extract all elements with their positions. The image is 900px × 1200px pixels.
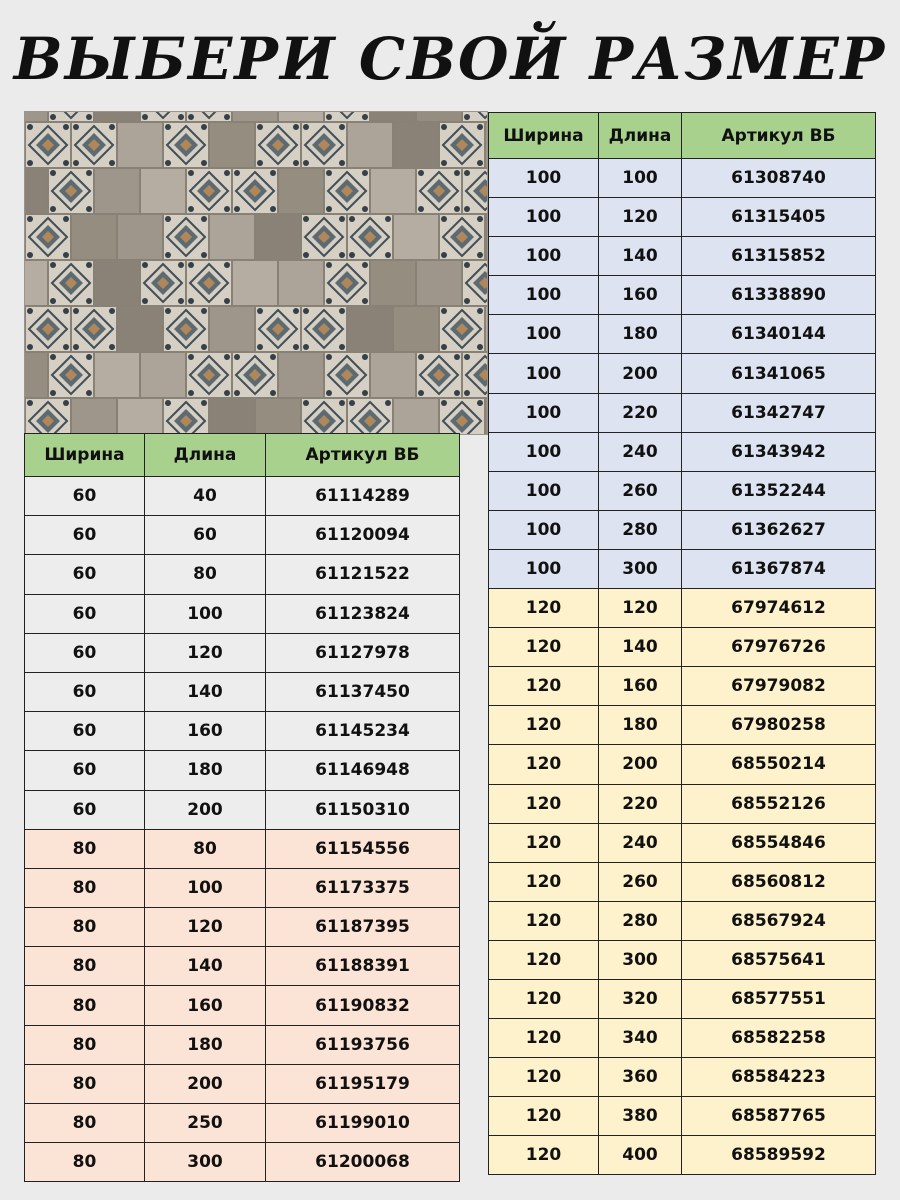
cell-width: 120 [489, 706, 599, 745]
table-row [489, 354, 876, 393]
cell-length: 120 [599, 198, 682, 237]
cell-width: 60 [25, 633, 145, 672]
cell-width: 120 [489, 979, 599, 1018]
cell-width: 80 [25, 868, 145, 907]
cell-article: 61173375 [266, 868, 460, 907]
cell-width: 80 [25, 908, 145, 947]
cell-article: 61315852 [682, 237, 876, 276]
cell-length: 250 [145, 1104, 266, 1143]
cell-length: 140 [599, 628, 682, 667]
cell-length: 120 [599, 589, 682, 628]
cell-width: 100 [489, 198, 599, 237]
cell-article: 61127978 [266, 633, 460, 672]
cell-article: 67980258 [682, 706, 876, 745]
table-row [25, 633, 460, 672]
cell-length: 320 [599, 979, 682, 1018]
cell-article: 61190832 [266, 986, 460, 1025]
table-row [489, 471, 876, 510]
cell-article: 61137450 [266, 672, 460, 711]
cell-width: 60 [25, 594, 145, 633]
cell-width: 120 [489, 667, 599, 706]
cell-length: 200 [599, 354, 682, 393]
table-row [25, 1025, 460, 1064]
cell-length: 240 [599, 823, 682, 862]
cell-length: 200 [599, 745, 682, 784]
cell-width: 100 [489, 354, 599, 393]
cell-length: 380 [599, 1097, 682, 1136]
cell-length: 120 [145, 908, 266, 947]
table-row [25, 751, 460, 790]
table-row [25, 477, 460, 516]
size-table-right [488, 112, 876, 1175]
cell-width: 60 [25, 555, 145, 594]
cell-length: 200 [145, 790, 266, 829]
table-header-row [489, 113, 876, 159]
table-row [25, 1143, 460, 1182]
table-row [489, 745, 876, 784]
cell-width: 100 [489, 471, 599, 510]
cell-width: 80 [25, 1143, 145, 1182]
cell-width: 60 [25, 477, 145, 516]
table-row [25, 1104, 460, 1143]
table-row [489, 706, 876, 745]
cell-width: 120 [489, 862, 599, 901]
cell-article: 67979082 [682, 667, 876, 706]
table-row [489, 667, 876, 706]
cell-length: 40 [145, 477, 266, 516]
patterned-rug-icon [24, 111, 488, 435]
cell-width: 60 [25, 790, 145, 829]
cell-length: 100 [599, 159, 682, 198]
cell-article: 61200068 [266, 1143, 460, 1182]
cell-article: 61195179 [266, 1064, 460, 1103]
cell-width: 120 [489, 1136, 599, 1175]
cell-length: 160 [145, 986, 266, 1025]
cell-article: 68584223 [682, 1058, 876, 1097]
table-row [489, 1019, 876, 1058]
cell-width: 100 [489, 315, 599, 354]
cell-width: 60 [25, 712, 145, 751]
cell-article: 61114289 [266, 477, 460, 516]
table-row [25, 672, 460, 711]
cell-article: 61150310 [266, 790, 460, 829]
cell-article: 67974612 [682, 589, 876, 628]
cell-article: 61315405 [682, 198, 876, 237]
cell-article: 61193756 [266, 1025, 460, 1064]
cell-length: 220 [599, 393, 682, 432]
header-width: Ширина [489, 113, 599, 159]
cell-width: 60 [25, 672, 145, 711]
cell-width: 120 [489, 628, 599, 667]
cell-length: 240 [599, 432, 682, 471]
table-body [25, 477, 460, 1182]
cell-width: 60 [25, 751, 145, 790]
cell-length: 180 [145, 751, 266, 790]
cell-length: 300 [145, 1143, 266, 1182]
cell-width: 120 [489, 823, 599, 862]
cell-width: 120 [489, 1058, 599, 1097]
cell-width: 80 [25, 947, 145, 986]
cell-article: 68587765 [682, 1097, 876, 1136]
cell-article: 61123824 [266, 594, 460, 633]
table-row [25, 829, 460, 868]
table-body [489, 159, 876, 1175]
cell-width: 100 [489, 393, 599, 432]
header-article: Артикул ВБ [682, 113, 876, 159]
table-row [489, 589, 876, 628]
cell-article: 61343942 [682, 432, 876, 471]
table-row [25, 868, 460, 907]
cell-width: 100 [489, 159, 599, 198]
table-row [25, 516, 460, 555]
cell-length: 300 [599, 940, 682, 979]
cell-width: 120 [489, 940, 599, 979]
table-row [489, 510, 876, 549]
page-title: ВЫБЕРИ СВОЙ РАЗМЕР [13, 25, 887, 93]
cell-length: 260 [599, 471, 682, 510]
cell-article: 61145234 [266, 712, 460, 751]
table-row [489, 549, 876, 588]
cell-length: 200 [145, 1064, 266, 1103]
cell-article: 61121522 [266, 555, 460, 594]
cell-article: 61120094 [266, 516, 460, 555]
cell-article: 61188391 [266, 947, 460, 986]
table-row [489, 315, 876, 354]
cell-length: 140 [599, 237, 682, 276]
cell-length: 160 [145, 712, 266, 751]
cell-article: 68560812 [682, 862, 876, 901]
cell-width: 100 [489, 549, 599, 588]
cell-length: 100 [145, 594, 266, 633]
table-row [489, 198, 876, 237]
table-row [25, 947, 460, 986]
cell-article: 61342747 [682, 393, 876, 432]
cell-length: 340 [599, 1019, 682, 1058]
header-width: Ширина [25, 434, 145, 477]
cell-length: 400 [599, 1136, 682, 1175]
table-row [25, 1064, 460, 1103]
cell-article: 68582258 [682, 1019, 876, 1058]
cell-article: 67976726 [682, 628, 876, 667]
cell-width: 100 [489, 510, 599, 549]
cell-width: 60 [25, 516, 145, 555]
cell-width: 100 [489, 432, 599, 471]
cell-article: 68577551 [682, 979, 876, 1018]
header-length: Длина [145, 434, 266, 477]
cell-article: 68567924 [682, 901, 876, 940]
cell-width: 80 [25, 986, 145, 1025]
cell-article: 61362627 [682, 510, 876, 549]
cell-article: 68554846 [682, 823, 876, 862]
cell-width: 120 [489, 1097, 599, 1136]
table-row [489, 628, 876, 667]
table-row [489, 940, 876, 979]
cell-length: 180 [599, 315, 682, 354]
cell-article: 61338890 [682, 276, 876, 315]
cell-article: 61340144 [682, 315, 876, 354]
cell-width: 120 [489, 589, 599, 628]
cell-article: 61352244 [682, 471, 876, 510]
cell-length: 140 [145, 947, 266, 986]
cell-width: 120 [489, 784, 599, 823]
table-row [489, 901, 876, 940]
table-row [489, 1136, 876, 1175]
cell-length: 60 [145, 516, 266, 555]
table-row [25, 986, 460, 1025]
cell-width: 100 [489, 237, 599, 276]
cell-article: 68575641 [682, 940, 876, 979]
table-header-row [25, 434, 460, 477]
cell-article: 61367874 [682, 549, 876, 588]
cell-length: 220 [599, 784, 682, 823]
table-row [489, 1058, 876, 1097]
cell-length: 140 [145, 672, 266, 711]
cell-article: 68552126 [682, 784, 876, 823]
cell-length: 80 [145, 555, 266, 594]
cell-article: 61146948 [266, 751, 460, 790]
cell-length: 180 [599, 706, 682, 745]
table-row [489, 159, 876, 198]
cell-length: 300 [599, 549, 682, 588]
table-row [489, 1097, 876, 1136]
size-table-left [24, 433, 460, 1182]
cell-width: 80 [25, 1064, 145, 1103]
table-row [25, 712, 460, 751]
cell-width: 120 [489, 901, 599, 940]
header-article: Артикул ВБ [266, 434, 460, 477]
table-row [489, 237, 876, 276]
cell-width: 100 [489, 276, 599, 315]
cell-width: 80 [25, 1104, 145, 1143]
table-row [489, 823, 876, 862]
cell-width: 80 [25, 829, 145, 868]
cell-length: 280 [599, 901, 682, 940]
cell-width: 120 [489, 1019, 599, 1058]
table-row [489, 276, 876, 315]
cell-article: 68550214 [682, 745, 876, 784]
table-row [489, 862, 876, 901]
cell-article: 61308740 [682, 159, 876, 198]
table-row [25, 908, 460, 947]
cell-article: 61154556 [266, 829, 460, 868]
cell-length: 280 [599, 510, 682, 549]
cell-width: 120 [489, 745, 599, 784]
cell-length: 360 [599, 1058, 682, 1097]
cell-length: 260 [599, 862, 682, 901]
table-row [489, 784, 876, 823]
cell-article: 61187395 [266, 908, 460, 947]
cell-length: 180 [145, 1025, 266, 1064]
cell-article: 68589592 [682, 1136, 876, 1175]
cell-length: 160 [599, 667, 682, 706]
table-row [489, 393, 876, 432]
table-row [25, 594, 460, 633]
cell-length: 80 [145, 829, 266, 868]
table-row [489, 432, 876, 471]
table-row [489, 979, 876, 1018]
table-row [25, 555, 460, 594]
cell-width: 80 [25, 1025, 145, 1064]
cell-length: 160 [599, 276, 682, 315]
cell-article: 61341065 [682, 354, 876, 393]
cell-length: 120 [145, 633, 266, 672]
table-row [25, 790, 460, 829]
header-length: Длина [599, 113, 682, 159]
cell-length: 100 [145, 868, 266, 907]
cell-article: 61199010 [266, 1104, 460, 1143]
